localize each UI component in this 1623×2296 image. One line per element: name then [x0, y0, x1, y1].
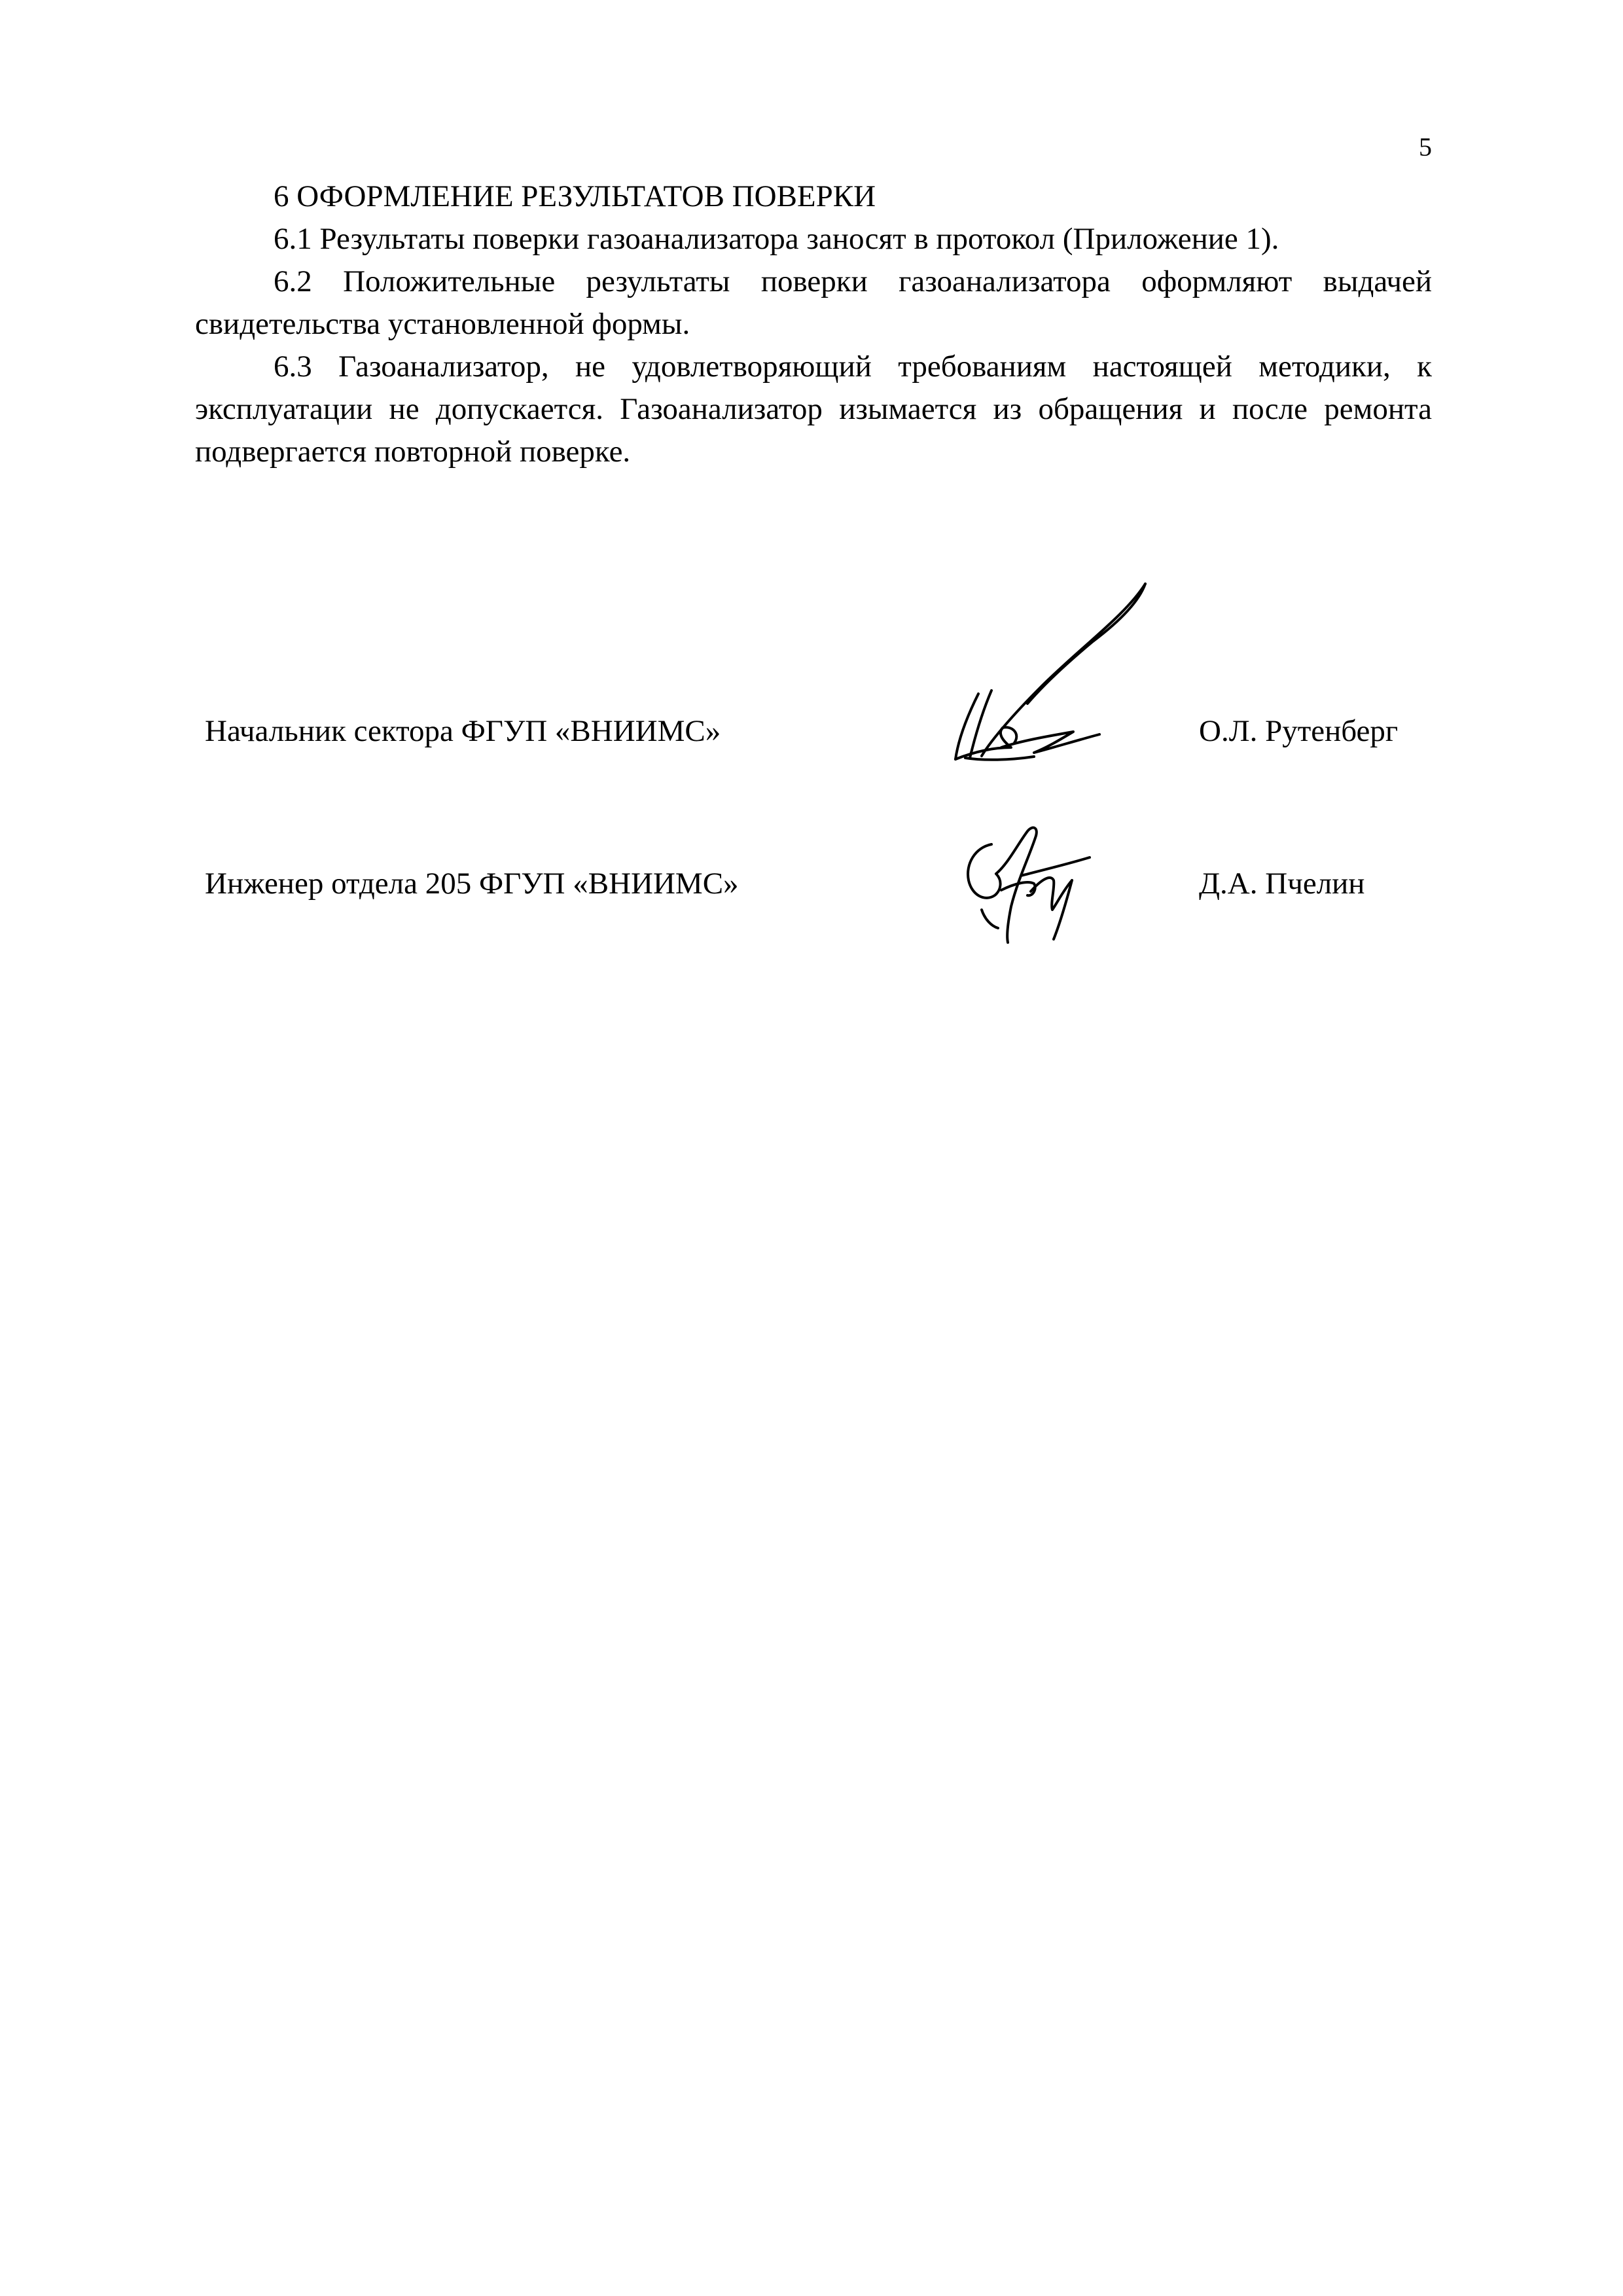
handwritten-signature-icon	[929, 576, 1152, 766]
signature-row-engineer	[0, 805, 1623, 1014]
paragraph-6-3: 6.3 Газоанализатор, не удовлетворяющий требованиям настоящей методики, к эксплуатации не допускается. Газоанализатор изымается из обращения и после ремонта подвергается повторной поверке.	[195, 350, 1432, 469]
section-heading: 6 ОФОРМЛЕНИЕ РЕЗУЛЬТАТОВ ПОВЕРКИ	[274, 179, 876, 213]
signatory-name: Д.А. Пчелин	[1199, 867, 1365, 901]
signatory-name: О.Л. Рутенберг	[1199, 714, 1399, 748]
section-results	[195, 175, 1432, 473]
handwritten-signature-icon	[955, 818, 1099, 949]
signature-row-head-of-sector	[0, 576, 1623, 785]
signatory-position: Начальник сектора ФГУП «ВНИИМС»	[205, 714, 721, 748]
page-number: 5	[1419, 132, 1432, 162]
paragraph-6-2: 6.2 Положительные результаты поверки газоанализатора оформляют выдачей свидетельства установленной формы.	[195, 264, 1432, 341]
paragraph-6-1: 6.1 Результаты поверки газоанализатора заносят в протокол (Приложение 1).	[274, 222, 1279, 256]
signatory-position: Инженер отдела 205 ФГУП «ВНИИМС»	[205, 867, 739, 901]
